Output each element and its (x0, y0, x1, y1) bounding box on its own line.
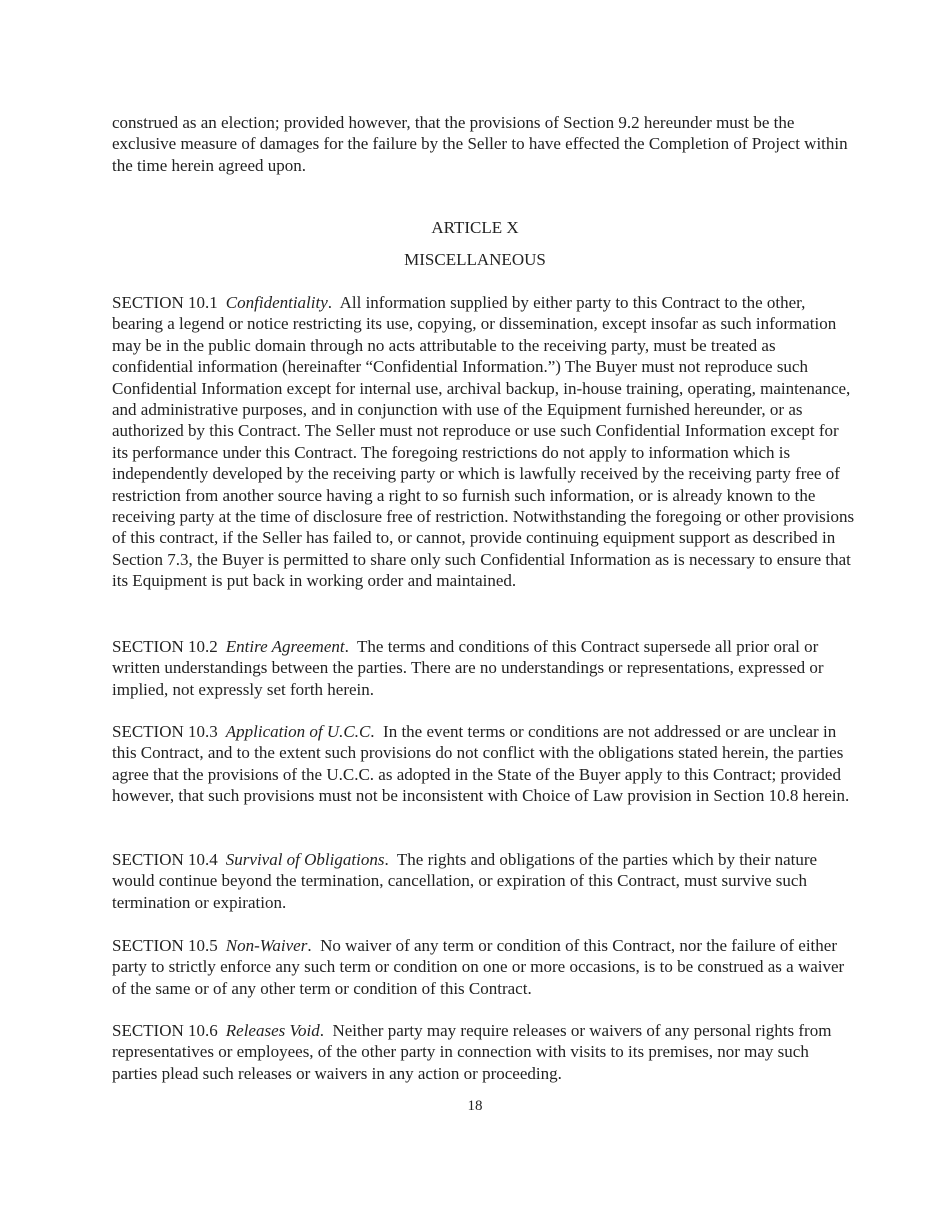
intro-paragraph: construed as an election; provided however, that the provisions of Section 9.2 hereunder must be the exclusive measure of damages for the failure by the Seller to have effected the Completion of Project within the time herein agreed upon. (112, 113, 848, 175)
section-body: The terms and conditions of this Contract supersede all prior oral or written understandings between the parties. There are no understandings or representations, expressed or implied, not expressly set forth herein. (112, 637, 824, 699)
section-number: SECTION 10.2 (112, 637, 218, 656)
section-body: The rights and obligations of the parties which by their nature would continue beyond the termination, cancellation, or expiration of this Contract, must survive such termination or expiration. (112, 850, 818, 912)
section-10-3: SECTION 10.3 Application of U.C.C. In the event terms or conditions are not addressed or are unclear in this Contract, and to the extent such provisions do not conflict with the obligations stated herein, the parties agree that the provisions of the U.C.C. as adopted in the State of the Buyer apply to this Contract; provided however, that such provisions must not be inconsistent with Choice of Law provision in Section 10.8 herein. (112, 722, 850, 806)
article-heading: ARTICLE X (431, 218, 519, 237)
page-number: 18 (467, 1098, 483, 1114)
section-body: All information supplied by either party to this Contract to the other, bearing a legend or notice restricting its use, copying, or dissemination, except insofar as such information may be in the public domain through no acts attributable to the receiving party, must be treated as confidential information (hereinafter “Confidential Information.”) The Buyer must not reproduce such Confidential Information except for internal use, archival backup, in-house training, operating, maintenance, and administrative purposes, and in conjunction with use of the Equipment furnished hereunder, or as authorized by this Contract. The Seller must not reproduce or use such Confidential Information except for its performance under this Contract. The foregoing restrictions do not apply to information which is independently developed by the receiving party or which is lawfully received by the receiving party free of restriction from another source having a right to so furnish such information, or is already known to the receiving party at the time of disclosure free of restriction. Notwithstanding the foregoing or other provisions of this contract, if the Seller has failed to, or cannot, provide continuing equipment support as described in Section 7.3, the Buyer is permitted to share only such Confidential Information as is necessary to ensure that its Equipment is put back in working order and maintained. (112, 293, 855, 591)
section-number: SECTION 10.3 (112, 722, 218, 741)
section-title: Releases Void (225, 1021, 320, 1040)
section-number: SECTION 10.6 (112, 1021, 218, 1040)
section-body: No waiver of any term or condition of this Contract, nor the failure of either party to strictly enforce any such term or condition on one or more occasions, is to be construed as a waiver of the same or of any other term or condition of this Contract. (112, 936, 845, 998)
section-10-1: SECTION 10.1 Confidentiality. All information supplied by either party to this Contract to the other, bearing a legend or notice restricting its use, copying, or dissemination, except insofar as such information may be in the public domain through no acts attributable to the receiving party, must be treated as confidential information (hereinafter “Confidential Information.”) The Buyer must not reproduce such Confidential Information except for internal use, archival backup, in-house training, operating, maintenance, and administrative purposes, and in conjunction with use of the Equipment furnished hereunder, or as authorized by this Contract. The Seller must not reproduce or use such Confidential Information except for its performance under this Contract. The foregoing restrictions do not apply to information which is independently developed by the receiving party or which is lawfully received by the receiving party free of restriction from another source having a right to so furnish such information, or is already known to the receiving party at the time of disclosure free of restriction. Notwithstanding the foregoing or other provisions of this contract, if the Seller has failed to, or cannot, provide continuing equipment support as described in Section 7.3, the Buyer is permitted to share only such Confidential Information as is necessary to ensure that its Equipment is put back in working order and maintained. (112, 293, 855, 591)
section-number: SECTION 10.1 (112, 293, 218, 312)
section-title: Non-Waiver (225, 936, 308, 955)
section-title: Confidentiality (225, 293, 328, 312)
section-title: Entire Agreement (225, 637, 345, 656)
section-body: Neither party may require releases or waivers of any personal rights from representatives or employees, of the other party in connection with visits to its premises, nor may such parties plead such releases or waivers in any action or proceeding. (112, 1021, 832, 1083)
section-number: SECTION 10.5 (112, 936, 218, 955)
section-10-2: SECTION 10.2 Entire Agreement. The terms and conditions of this Contract supersede all prior oral or written understandings between the parties. There are no understandings or representations, expressed or implied, not expressly set forth herein. (112, 637, 824, 699)
section-number: SECTION 10.4 (112, 850, 218, 869)
section-10-5: SECTION 10.5 Non-Waiver. No waiver of any term or condition of this Contract, nor the failure of either party to strictly enforce any such term or condition on one or more occasions, is to be construed as a waiver of the same or of any other term or condition of this Contract. (112, 936, 845, 998)
section-10-4: SECTION 10.4 Survival of Obligations. The rights and obligations of the parties which by their nature would continue beyond the termination, cancellation, or expiration of this Contract, must survive such termination or expiration. (112, 850, 818, 912)
section-title: Application of U.C.C (225, 722, 371, 741)
section-body: In the event terms or conditions are not addressed or are unclear in this Contract, and to the extent such provisions do not conflict with the obligations stated herein, the parties agree that the provisions of the U.C.C. as adopted in the State of the Buyer apply to this Contract; provided however, that such provisions must not be inconsistent with Choice of Law provision in Section 10.8 herein. (112, 722, 850, 806)
article-title: MISCELLANEOUS (404, 250, 546, 269)
section-title: Survival of Obligations (225, 850, 385, 869)
section-10-6: SECTION 10.6 Releases Void. Neither party may require releases or waivers of any personal rights from representatives or employees, of the other party in connection with visits to its premises, nor may such parties plead such releases or waivers in any action or proceeding. (112, 1021, 832, 1083)
